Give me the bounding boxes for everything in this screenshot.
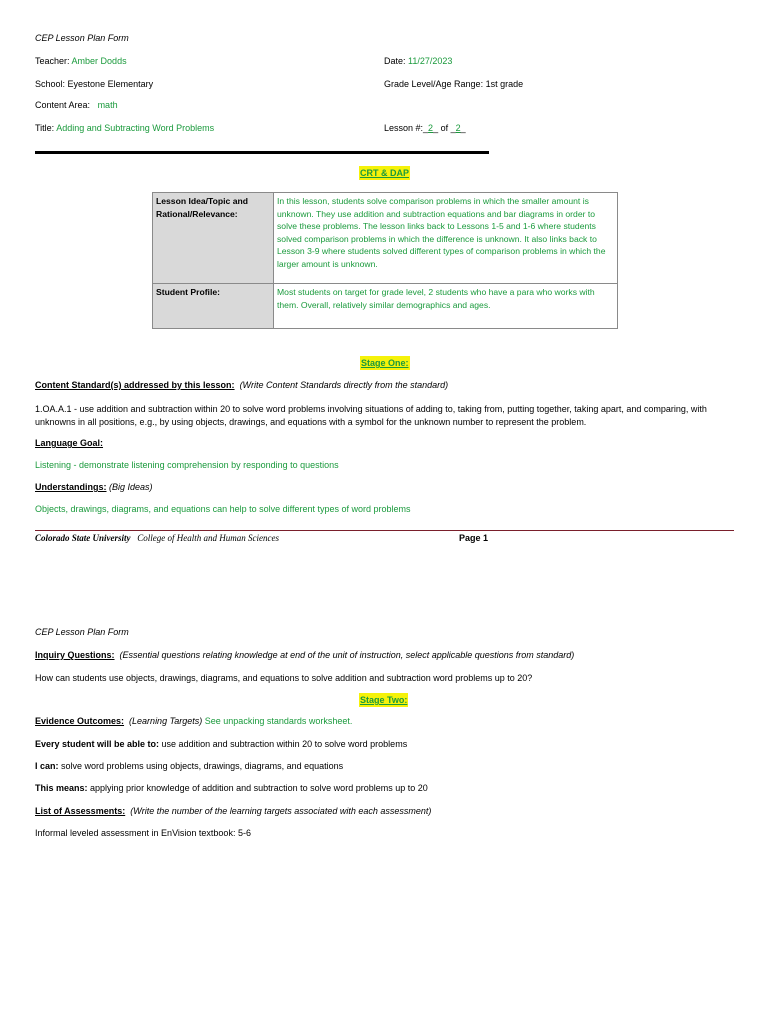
crt-heading-text: CRT & DAP [360,168,409,178]
lesson-idea-value: In this lesson, students solve comparison problems in which the smaller amount is unknown. They use addition and subtraction equations and bar diagrams in order to solve these problems. The lesson links back to Lessons 1-5 and 1-6 where students solved comparison problems in which the difference is unknown. It also links back to Lesson 3-9 where students solved different types of comparison problems in which the larger amount is unknown. [274,193,618,284]
inquiry-text: How can students use objects, drawings, diagrams, and equations to solve addition and subtraction word problems up to 20? [35,673,533,683]
footer-university: Colorado State University [35,533,131,543]
content-area-label: Content Area: [35,100,91,110]
assessments-note: (Write the number of the learning targets associated with each assessment) [130,806,432,816]
lesson-number-line: Lesson #:_2_ of _2_ [384,123,466,133]
this-means-value: applying prior knowledge of addition and subtraction to solve word problems up to 20 [90,783,428,793]
i-can-label: I can: [35,761,59,771]
every-student-value: use addition and subtraction within 20 to solve word problems [161,739,408,749]
stage-two-text: Stage Two: [360,695,408,705]
footer-page-number: Page 1 [459,533,489,543]
inquiry-note: (Essential questions relating knowledge at end of the unit of instruction, select applicable questions from standard) [119,650,575,660]
this-means-line [35,783,428,793]
language-goal-label: Language Goal: [35,438,104,448]
inquiry-label: Inquiry Questions: [35,650,115,660]
evidence-link: See unpacking standards worksheet. [204,716,353,726]
evidence-note: (Learning Targets) [129,716,203,726]
content-area-value: math [97,100,118,110]
school-line [35,79,153,89]
content-standard-line [35,380,448,390]
title-line [35,123,214,133]
stage-one-text: Stage One: [361,358,409,368]
every-student-line [35,739,407,749]
grade-label: Grade Level/Age Range: [384,79,484,89]
lesson-number-label: Lesson #: [384,123,424,133]
crt-heading [359,168,410,178]
language-goal-value: Listening - demonstrate listening comprehension by responding to questions [35,460,339,470]
teacher-label: Teacher: [35,56,70,66]
evidence-line [35,716,352,726]
form-title-page-2: CEP Lesson Plan Form [35,627,129,637]
student-profile-label: Student Profile: [153,284,274,329]
understandings-value: Objects, drawings, diagrams, and equations can help to solve different types of word problems [35,504,411,514]
understandings-label: Understandings: [35,482,107,492]
footer [35,533,279,543]
school-label: School: [35,79,66,89]
understandings-line [35,482,153,492]
title-label: Title: [35,123,55,133]
standard-text: 1.OA.A.1 - use addition and subtraction within 20 to solve word problems involving situations of adding to, taking from, putting together, taking apart, and comparing, with unknowns in all positions, e.g., by using objects, drawings, and equations with a symbol for the unknown number to represent the problem. [35,404,707,427]
school-value: Eyestone Elementary [67,79,154,89]
teacher-line [35,56,127,66]
grade-line [384,79,523,89]
stage-one-heading [360,358,410,368]
form-title: CEP Lesson Plan Form [35,33,129,43]
stage-two-heading [359,695,408,705]
evidence-label: Evidence Outcomes: [35,716,125,726]
title-value: Adding and Subtracting Word Problems [56,123,215,133]
content-standard-label: Content Standard(s) addressed by this lesson: [35,380,235,390]
assessments-line [35,806,431,816]
content-standard-note: (Write Content Standards directly from the standard) [239,380,449,390]
lesson-total-value: 2 [455,123,461,133]
understandings-note: (Big Ideas) [109,482,153,492]
lesson-of-label: of [440,123,449,133]
footer-college: College of Health and Human Sciences [137,533,279,543]
grade-value: 1st grade [485,79,524,89]
crt-table [152,192,618,329]
teacher-value: Amber Dodds [71,56,127,66]
table-row [153,284,618,329]
inquiry-line [35,650,574,660]
date-line [384,56,452,66]
assessment-item: Informal leveled assessment in EnVision textbook: 5-6 [35,828,251,838]
lesson-idea-label: Lesson Idea/Topic and Rational/Relevance: [153,193,274,284]
student-profile-value: Most students on target for grade level, 2 students who have a para who works with them. Overall, relatively similar demographics and ages. [274,284,618,329]
date-label: Date: [384,56,406,66]
footer-divider [35,530,734,531]
lesson-number-value: 2 [428,123,434,133]
header-divider [35,151,489,154]
content-area-line [35,100,118,110]
i-can-value: solve word problems using objects, drawings, diagrams, and equations [61,761,344,771]
every-student-label: Every student will be able to: [35,739,160,749]
i-can-line [35,761,343,771]
date-value: 11/27/2023 [408,56,453,66]
assessments-label: List of Assessments: [35,806,126,816]
this-means-label: This means: [35,783,88,793]
table-row [153,193,618,284]
